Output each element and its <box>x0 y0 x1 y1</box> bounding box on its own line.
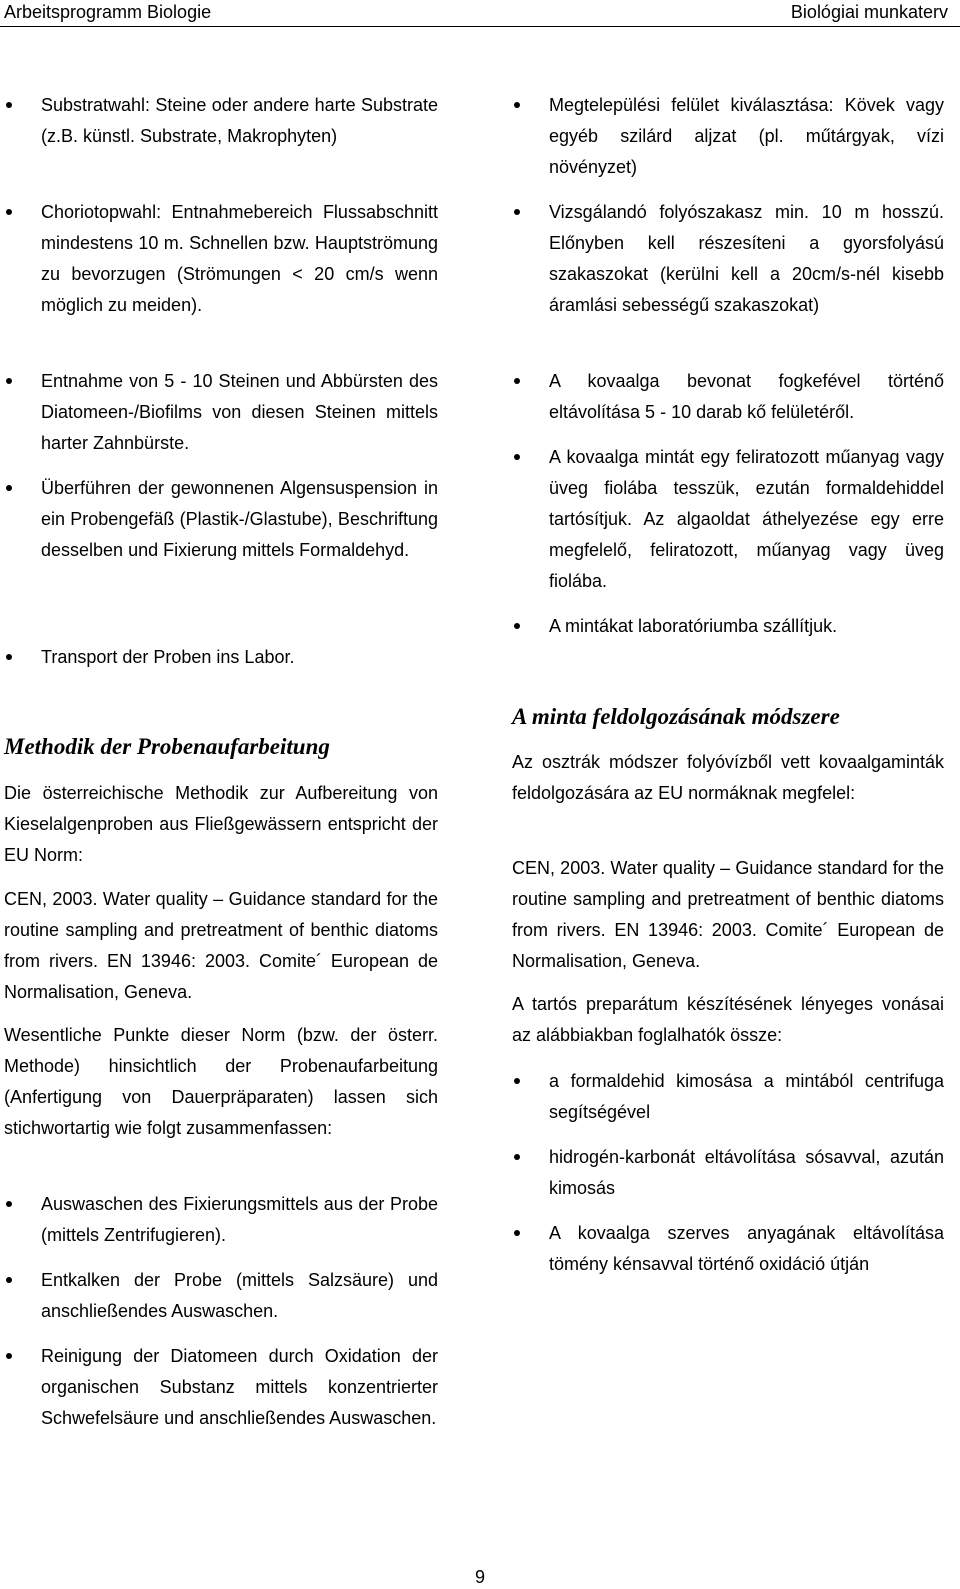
right-paragraph-summary <box>512 989 944 1051</box>
left-paragraph-3: Wesentliche Punkte dieser Norm (bzw. der österr. Methode) hinsichtlich der Probenaufarbeitung (Anfertigung von Dauerpräparaten) lassen sich stichwortartig wie folgt zusammenfassen: <box>4 1025 438 1138</box>
right-paragraph-2: CEN, 2003. Water quality – Guidance standard for the routine sampling and pretreatment of benthic diatoms from rivers. EN 13946: 2003. Comite´ European de Normalisation, Geneva. <box>512 858 944 971</box>
right-bullet-item <box>512 366 944 428</box>
right-sampling-bullet-3: A kovaalga bevonat fogkefével történő eltávolítása 5 - 10 darab kő felületéről. <box>512 366 944 428</box>
right-bullet-item <box>512 1142 944 1204</box>
header-rule <box>0 26 960 27</box>
left-sampling-bullet-1: Substratwahl: Steine oder andere harte Substrate (z.B. künstl. Substrate, Makrophyten) <box>4 90 438 152</box>
right-paragraph-citation <box>512 853 944 977</box>
left-processing-bullet-3: Reinigung der Diatomeen durch Oxidation der organischen Substanz mittels konzentrierter Schwefelsäure und anschließendes Auswaschen. <box>4 1341 438 1434</box>
left-paragraph-summary <box>4 1020 438 1144</box>
right-paragraph-1: Az osztrák módszer folyóvízből vett kovaalgaminták feldolgozására az EU normáknak megfelel: <box>512 752 944 803</box>
left-bullet-item <box>4 473 438 566</box>
right-processing-bullet-3: A kovaalga szerves anyagának eltávolítása tömény kénsavval történő oxidáció útján <box>512 1218 944 1280</box>
left-paragraph-norm <box>4 778 438 871</box>
right-paragraph-3: A tartós preparátum készítésének lényeges vonásai az alábbiakban foglalhatók össze: <box>512 994 944 1045</box>
left-sampling-bullet-5: Transport der Proben ins Labor. <box>4 642 438 673</box>
left-bullet-item <box>4 197 438 321</box>
left-paragraph-1: Die österreichische Methodik zur Aufbereitung von Kieselalgenproben aus Fließgewässern entspricht der EU Norm: <box>4 783 438 865</box>
left-sampling-bullet-4: Überführen der gewonnenen Algensuspension in ein Probengefäß (Plastik-/Glastube), Beschriftung desselben und Fixierung mittels Formaldehyd. <box>4 473 438 566</box>
left-sampling-bullet-3: Entnahme von 5 - 10 Steinen und Abbürsten des Diatomeen-/Biofilms von diesen Steinen mittels harter Zahnbürste. <box>4 366 438 459</box>
right-bullet-item <box>512 442 944 597</box>
page-header <box>0 0 960 26</box>
right-bullet-item <box>512 1066 944 1128</box>
right-section-heading: A minta feldolgozásának módszere <box>512 704 840 729</box>
right-sampling-bullet-1: Megtelepülési felület kiválasztása: Kövek vagy egyéb szilárd aljzat (pl. műtárgyak, vízi növényzet) <box>512 90 944 183</box>
left-bullet-item <box>4 642 438 673</box>
header-title-hungarian: Biológiai munkaterv <box>790 2 948 22</box>
header-title-german: Arbeitsprogramm Biologie <box>4 2 212 22</box>
right-processing-bullet-2: hidrogén-karbonát eltávolítása sósavval, azután kimosás <box>512 1142 944 1204</box>
left-bullet-item <box>4 1189 438 1251</box>
left-paragraph-2: CEN, 2003. Water quality – Guidance standard for the routine sampling and pretreatment of benthic diatoms from rivers. EN 13946: 2003. Comite´ European de Normalisation, Geneva. <box>4 889 438 1002</box>
right-sampling-bullet-4: A kovaalga mintát egy feliratozott műanyag vagy üveg fiolába tesszük, ezután formaldehiddel tartósítjuk. Az algaoldat áthelyezése egy erre megfelelő, feliratozott, műanyag vagy üveg fiolába. <box>512 442 944 597</box>
right-processing-bullet-1: a formaldehid kimosása a mintából centrifuga segítségével <box>512 1066 944 1128</box>
left-sampling-bullet-2: Choriotopwahl: Entnahmebereich Flussabschnitt mindestens 10 m. Schnellen bzw. Hauptströmung zu bevorzugen (Strömungen < 20 cm/s wenn möglich zu meiden). <box>4 197 438 321</box>
right-sampling-bullet-5: A mintákat laboratóriumba szállítjuk. <box>512 611 944 642</box>
left-section-heading: Methodik der Probenaufarbeitung <box>4 734 330 759</box>
right-paragraph-norm <box>512 747 944 809</box>
left-processing-bullet-2: Entkalken der Probe (mittels Salzsäure) und anschließendes Auswaschen. <box>4 1265 438 1327</box>
right-bullet-item <box>512 90 944 183</box>
right-bullet-item <box>512 611 944 642</box>
right-sampling-bullet-2: Vizsgálandó folyószakasz min. 10 m hosszú. Előnyben kell részesíteni a gyorsfolyású szakaszokat (kerülni kell a 20cm/s-nél kisebb áramlási sebességű szakaszokat) <box>512 197 944 321</box>
left-paragraph-citation <box>4 884 438 1008</box>
right-bullet-item <box>512 197 944 321</box>
left-bullet-item <box>4 366 438 459</box>
right-bullet-item <box>512 1218 944 1280</box>
left-processing-bullet-1: Auswaschen des Fixierungsmittels aus der Probe (mittels Zentrifugieren). <box>4 1189 438 1251</box>
left-bullet-item <box>4 90 438 152</box>
page-number: 9 <box>474 1567 485 1587</box>
left-bullet-item <box>4 1265 438 1327</box>
left-bullet-item <box>4 1341 438 1434</box>
